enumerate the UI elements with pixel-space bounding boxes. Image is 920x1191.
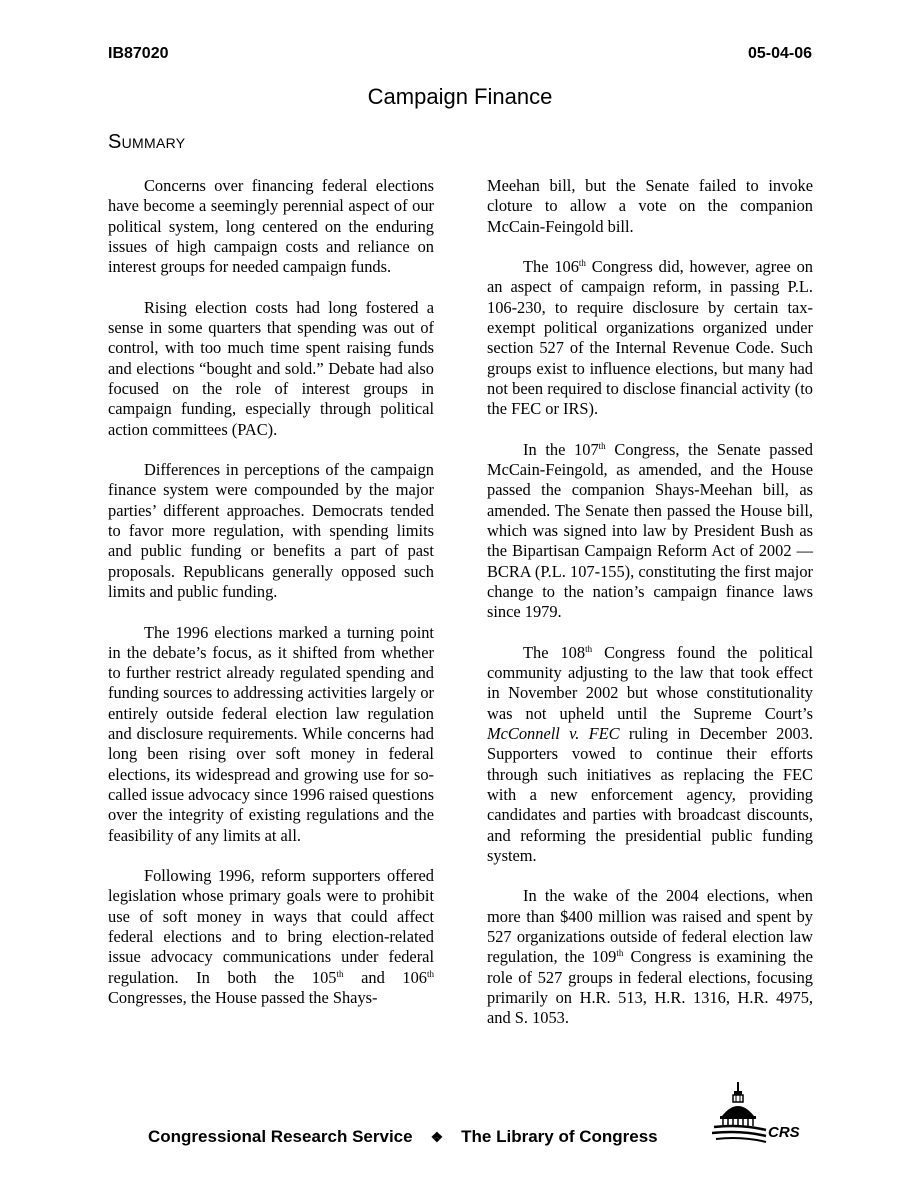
ordinal-suffix: th bbox=[427, 968, 435, 979]
ordinal-suffix: th bbox=[585, 643, 593, 654]
paragraph-continued: Meehan bill, but the Senate failed to invoke cloture to allow a vote on the companion McCain-Feingold bill. bbox=[487, 176, 813, 236]
text-run: Congress did, however, agree on an aspect of campaign reform, in passing P.L. 106-230, to require disclosure by certain tax-exempt political organizations organized under section 527 of the Internal Revenue Code. Such groups exist to influence elections, but many had not been required to disclose financial activity (to the FEC or IRS). bbox=[487, 257, 813, 419]
text-run: Congresses, the House passed the Shays- bbox=[108, 987, 378, 1007]
ordinal-suffix: th bbox=[598, 440, 606, 451]
column-left bbox=[108, 176, 434, 1028]
paragraph bbox=[487, 257, 813, 419]
paragraph: The 1996 elections marked a turning point in the debate’s focus, as it shifted from whether to further restrict already regulated spending and funding sources to addressing activities largely or entirely outside federal election law regulation and disclosure requirements. While concerns had long been rising over soft money in federal elections, its widespread and growing use for so-called issue advocacy since 1996 raised questions over the integrity of existing regulations and the feasibility of any limits at all. bbox=[108, 622, 434, 845]
text-run: The 106 bbox=[523, 257, 579, 277]
paragraph: Concerns over financing federal elections have become a seemingly perennial aspect of our political system, long centered on the enduring issues of high campaign costs and reliance on interest groups for needed campaign funds. bbox=[108, 176, 434, 277]
text-run: and 106 bbox=[343, 967, 427, 987]
text-run: Following 1996, reform supporters offered legislation whose primary goals were to prohibit use of soft money in ways that could affect federal elections and to bring election-related issue advocacy communications under federal regulation. In both the 105 bbox=[108, 866, 434, 987]
report-date: 05-04-06 bbox=[747, 45, 812, 62]
text-run: The 108 bbox=[523, 642, 586, 662]
footer-library: The Library of Congress bbox=[461, 1127, 658, 1146]
text-run: ruling in December 2003. Supporters vowed to continue their efforts through such initiatives as replacing the FEC with a new enforcement agency, providing candidates and parties with broadcast discounts, and reforming the presidential public funding system. bbox=[487, 724, 813, 865]
ordinal-suffix: th bbox=[578, 258, 586, 269]
ordinal-suffix: th bbox=[336, 968, 344, 979]
page-title: Campaign Finance bbox=[367, 84, 553, 109]
text-run: Congress is examining the role of 527 groups in federal elections, focusing primarily on H.R. 513, H.R. 1316, H.R. 4975, and S. 1053. bbox=[487, 947, 814, 1028]
paragraph bbox=[487, 886, 813, 1028]
footer-org: Congressional Research Service bbox=[148, 1127, 413, 1146]
text-run: Congress, the Senate passed McCain-Feingold, as amended, and the House passed the companion Shays-Meehan bill, as amended. The Senate then passed the House bill, which was signed into law by President Bush as the Bipartisan Campaign Reform Act of 2002 — BCRA (P.L. 107-155), constituting the first major change to the nation’s campaign finance laws since 1979. bbox=[487, 439, 813, 622]
paragraph: Differences in perceptions of the campaign finance system were compounded by the major parties’ different approaches. Democrats tended to favor more regulation, with spending limits and public funding or benefits a part of past proposals. Republicans generally opposed such limits and public funding. bbox=[108, 460, 434, 601]
diamond-separator-icon: ❖ bbox=[430, 1129, 444, 1145]
paragraph bbox=[108, 866, 434, 1008]
text-run: In the 107 bbox=[523, 439, 599, 459]
footer bbox=[148, 1127, 658, 1147]
paragraph bbox=[487, 643, 813, 866]
section-heading: Summary bbox=[108, 131, 186, 153]
crs-logo-text: CRS bbox=[768, 1124, 800, 1141]
ordinal-suffix: th bbox=[616, 948, 624, 959]
report-id: IB87020 bbox=[108, 45, 169, 62]
text-run: Congress found the political community adjusting to the law that took effect in November 2002 but whose constitutionality was not upheld until the Supreme Court’s bbox=[487, 642, 814, 723]
text-run: In the wake of the 2004 elections, when more than $400 million was raised and spent by 527 organizations outside of federal election law regulation, the 109 bbox=[487, 886, 813, 967]
paragraph: Rising election costs had long fostered a sense in some quarters that spending was out of control, with too much time spent raising funds and elections “bought and sold.” Debate had also focused on the role of interest groups in campaign funding, especially through political action committees (PAC). bbox=[108, 297, 434, 439]
column-right bbox=[487, 176, 813, 1049]
paragraph bbox=[487, 440, 813, 623]
case-name: McConnell v. FEC bbox=[487, 724, 620, 744]
